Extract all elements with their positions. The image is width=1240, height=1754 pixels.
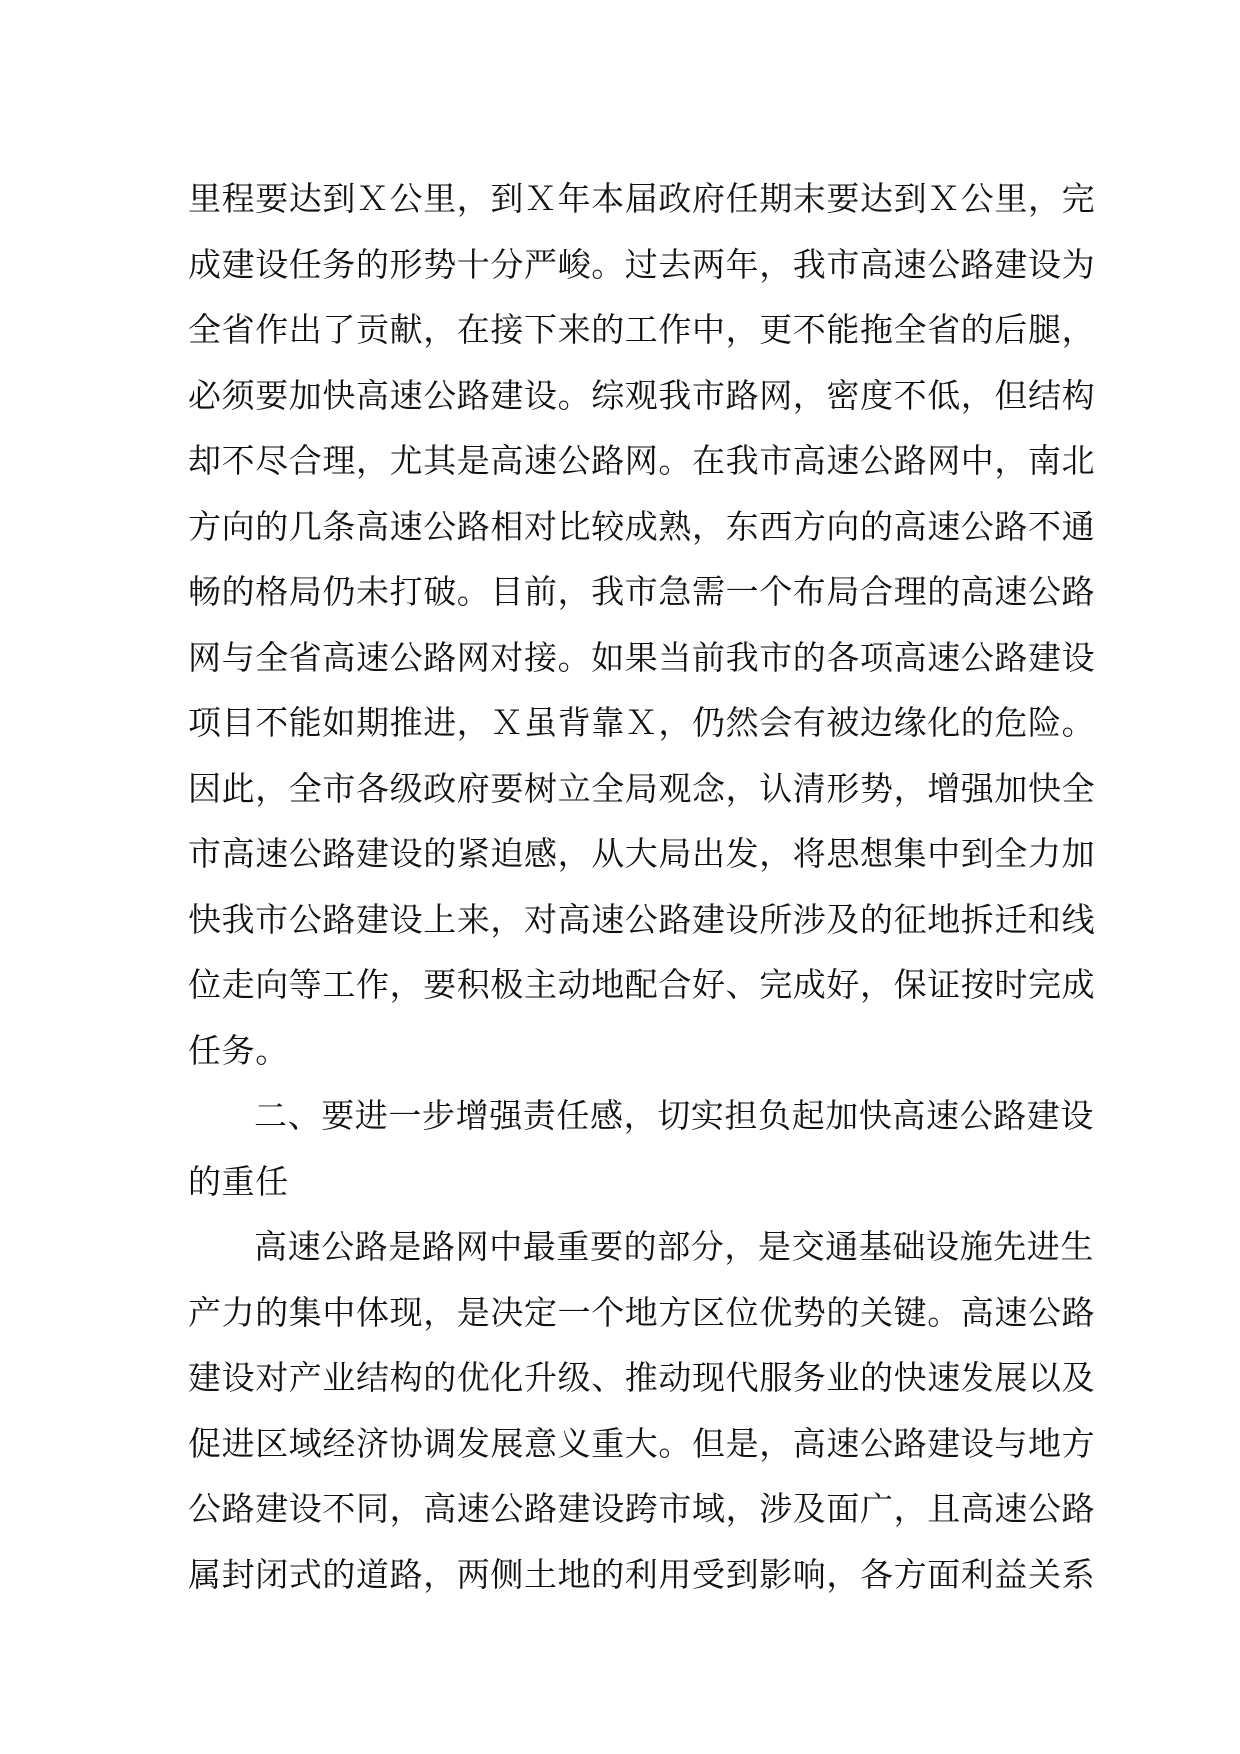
- paragraph-line: 项目不能如期推进，Ｘ虽背靠Ｘ，仍然会有被边缘化的危险。: [188, 703, 1096, 742]
- paragraph-line: 促进区域经济协调发展意义重大。但是，高速公路建设与地方: [188, 1423, 1096, 1463]
- paragraph-line: 快我市公路建设上来，对高速公路建设所涉及的征地拆迁和线: [188, 899, 1096, 939]
- document-body: [188, 166, 1096, 1607]
- paragraph-line: 市高速公路建设的紧迫感，从大局出发，将思想集中到全力加: [188, 834, 1096, 873]
- paragraph-line: 属封闭式的道路，两侧土地的利用受到影响，各方面利益关系: [188, 1554, 1096, 1594]
- section-heading-line: 二、要进一步增强责任感，切实担负起加快高速公路建设: [254, 1096, 1094, 1135]
- paragraph-line: 网与全省高速公路网对接。如果当前我市的各项高速公路建设: [188, 637, 1096, 677]
- paragraph-line: 成建设任务的形势十分严峻。过去两年，我市高速公路建设为: [188, 244, 1096, 284]
- paragraph-line: 方向的几条高速公路相对比较成熟，东西方向的高速公路不通: [188, 506, 1096, 546]
- section-heading-line: 的重任: [188, 1161, 289, 1201]
- paragraph-line: 因此，全市各级政府要树立全局观念，认清形势，增强加快全: [188, 768, 1096, 808]
- paragraph-line: 公路建设不同，高速公路建设跨市域，涉及面广，且高速公路: [188, 1489, 1096, 1528]
- paragraph-line: 必须要加快高速公路建设。综观我市路网，密度不低，但结构: [188, 375, 1096, 415]
- paragraph-line: 却不尽合理，尤其是高速公路网。在我市高速公路网中，南北: [188, 441, 1096, 480]
- paragraph-line: 畅的格局仍未打破。目前，我市急需一个布局合理的高速公路: [188, 572, 1096, 611]
- paragraph-line: 任务。: [188, 1030, 289, 1070]
- paragraph-line: 位走向等工作，要积极主动地配合好、完成好，保证按时完成: [188, 965, 1096, 1004]
- paragraph-line: 建设对产业结构的优化升级、推动现代服务业的快速发展以及: [188, 1358, 1096, 1397]
- paragraph-line: 全省作出了贡献，在接下来的工作中，更不能拖全省的后腿，: [188, 310, 1096, 349]
- paragraph-line: 里程要达到Ｘ公里，到Ｘ年本届政府任期末要达到Ｘ公里，完: [188, 179, 1096, 218]
- paragraph-line: 产力的集中体现，是决定一个地方区位优势的关键。高速公路: [188, 1292, 1096, 1332]
- paragraph-line: 高速公路是路网中最重要的部分，是交通基础设施先进生: [254, 1227, 1094, 1266]
